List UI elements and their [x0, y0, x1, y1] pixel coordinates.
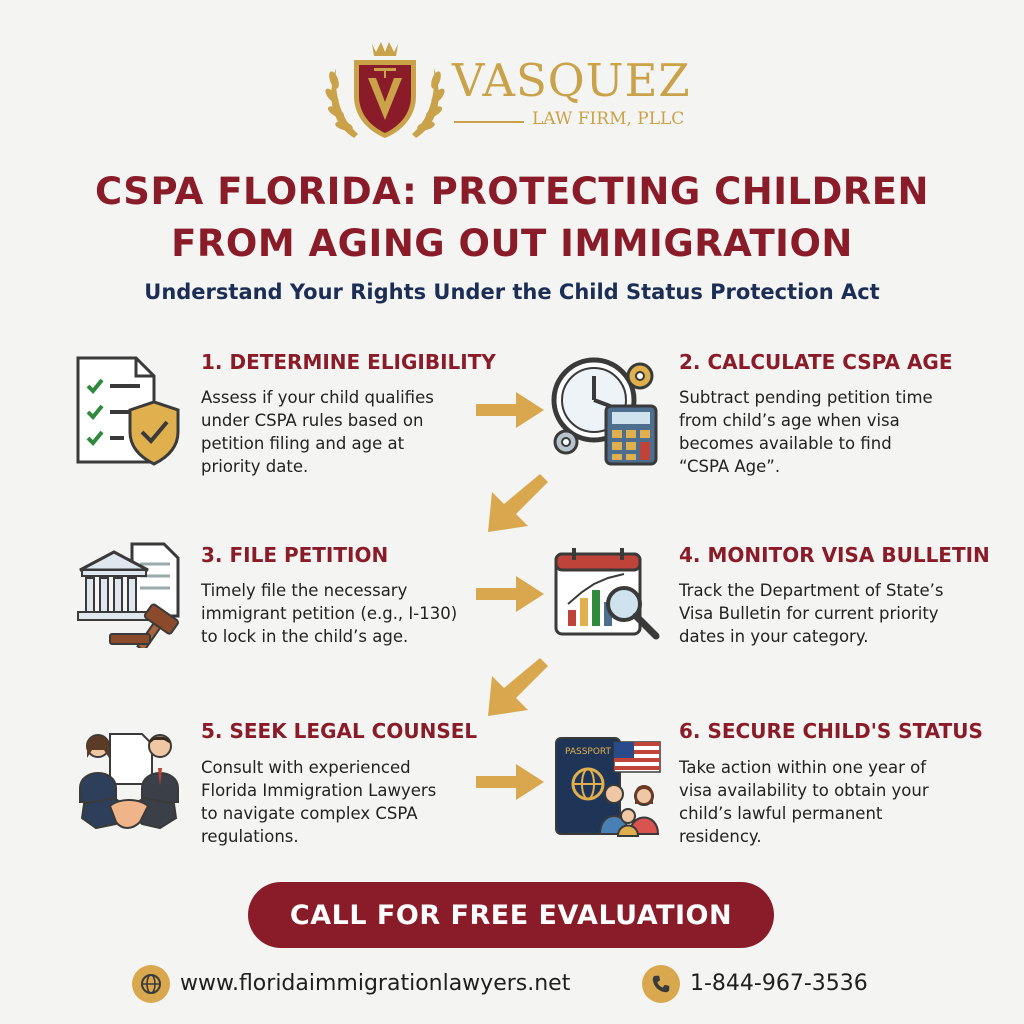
step-6-line: child’s lawful permanent	[679, 804, 883, 823]
step-5-line: to navigate complex CSPA	[201, 804, 418, 823]
cta-label: CALL FOR FREE EVALUATION	[289, 899, 733, 931]
passport-family-icon	[552, 734, 666, 838]
step-3-line: Timely file the necessary	[201, 581, 408, 600]
step-5-title: 5. SEEK LEGAL COUNSEL	[201, 719, 478, 743]
step-6-line: visa availability to obtain your	[679, 781, 929, 800]
globe-icon	[132, 965, 170, 1003]
step-6-description	[679, 756, 979, 848]
step-6-title: 6. SECURE CHILD'S STATUS	[679, 719, 983, 743]
step-4-title: 4. MONITOR VISA BULLETIN	[679, 543, 990, 567]
title-line-2: FROM AGING OUT IMMIGRATION	[171, 222, 853, 265]
website-text: www.floridaimmigrationlawyers.net	[180, 971, 571, 996]
arrow-right-icon	[474, 390, 546, 430]
arrow-right-icon	[474, 762, 546, 802]
passport-label: PASSPORT	[564, 747, 612, 757]
step-2-line: from child’s age when visa	[679, 411, 900, 430]
step-1-line: under CSPA rules based on	[201, 411, 424, 430]
checklist-shield-icon	[72, 352, 184, 468]
us-flag-icon	[614, 742, 660, 772]
step-2-line: Subtract pending petition time	[679, 388, 933, 407]
step-1-title: 1. DETERMINE ELIGIBILITY	[201, 350, 496, 374]
courthouse-gavel-icon	[74, 540, 186, 648]
clock-calculator-icon	[548, 354, 664, 466]
website-link[interactable]	[132, 965, 570, 1003]
step-3-title: 3. FILE PETITION	[201, 543, 389, 567]
firm-logo-emblem	[324, 38, 446, 146]
step-2-description	[679, 386, 979, 478]
phone-icon	[642, 965, 680, 1003]
step-5-line: regulations.	[201, 827, 299, 846]
arrow-right-icon	[474, 574, 546, 614]
step-1-description	[201, 386, 481, 478]
handshake-lawyers-icon	[74, 728, 184, 836]
phone-text: 1-844-967-3536	[690, 971, 868, 996]
step-5-description	[201, 756, 481, 848]
step-6-line: residency.	[679, 827, 762, 846]
free-evaluation-button[interactable]	[248, 882, 774, 948]
phone-link[interactable]	[642, 965, 868, 1003]
step-4-description	[679, 579, 979, 648]
page-subtitle: Understand Your Rights Under the Child Status Protection Act	[144, 280, 880, 304]
step-2-line: “CSPA Age”.	[679, 457, 781, 476]
arrow-down-left-icon	[484, 470, 548, 534]
step-1-line: petition filing and age at	[201, 434, 405, 453]
step-4-line: Track the Department of State’s	[679, 581, 944, 600]
step-2-line: becomes available to find	[679, 434, 892, 453]
firm-subname: LAW FIRM, PLLC	[532, 109, 685, 129]
step-5-line: Consult with experienced	[201, 758, 411, 777]
step-4-line: Visa Bulletin for current priority	[679, 604, 939, 623]
arrow-down-left-icon	[484, 654, 548, 718]
step-2-title: 2. CALCULATE CSPA AGE	[679, 350, 953, 374]
logo-divider	[454, 121, 524, 123]
step-3-line: to lock in the child’s age.	[201, 627, 409, 646]
step-3-line: immigrant petition (e.g., I-130)	[201, 604, 458, 623]
page-title	[0, 166, 1024, 270]
calendar-chart-magnifier-icon	[552, 544, 664, 648]
firm-name: VASQUEZ	[452, 54, 691, 107]
step-1-line: priority date.	[201, 457, 309, 476]
step-1-line: Assess if your child qualifies	[201, 388, 434, 407]
step-4-line: dates in your category.	[679, 627, 869, 646]
step-3-description	[201, 579, 481, 648]
step-5-line: Florida Immigration Lawyers	[201, 781, 437, 800]
title-line-1: CSPA FLORIDA: PROTECTING CHILDREN	[94, 170, 930, 213]
step-6-line: Take action within one year of	[679, 758, 927, 777]
